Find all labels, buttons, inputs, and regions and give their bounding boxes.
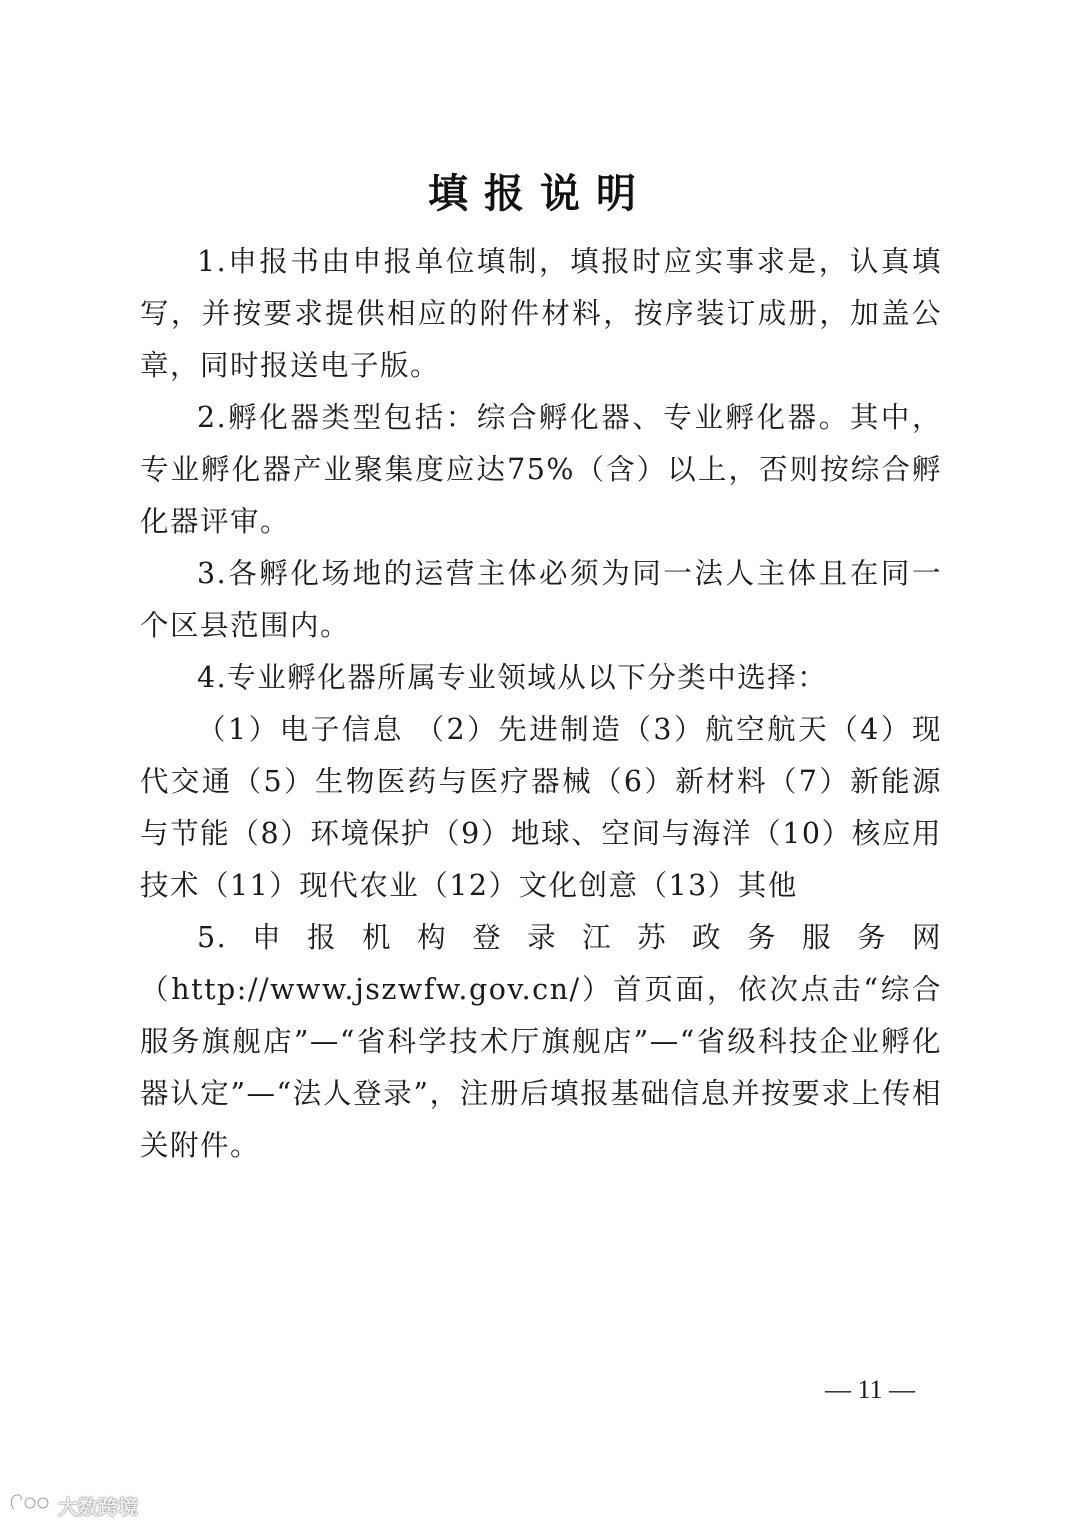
paragraph-3: 3.各孵化场地的运营主体必须为同一法人主体且在同一个区县范围内。 bbox=[140, 557, 942, 642]
page-number: — 11 — bbox=[824, 1375, 916, 1404]
brand-logo-icon bbox=[8, 1491, 54, 1520]
paragraph-1: 1.申报书由申报单位填制，填报时应实事求是，认真填写，并按要求提供相应的附件材料，按序装订成册，加盖公章，同时报送电子版。 bbox=[140, 245, 942, 382]
document-body bbox=[140, 236, 942, 1172]
paragraph-2: 2.孵化器类型包括：综合孵化器、专业孵化器。其中，专业孵化器产业聚集度应达75%（含）以上，否则按综合孵化器评审。 bbox=[140, 401, 942, 538]
paragraph-4: 4.专业孵化器所属专业领域从以下分类中选择： bbox=[197, 661, 828, 694]
page-title: 填报说明 bbox=[428, 170, 652, 217]
watermark-text: 大数跨境 bbox=[58, 1494, 138, 1519]
paragraph-4-categories: （1）电子信息 （2）先进制造（3）航空航天（4）现代交通（5）生物医药与医疗器械（6）新材料（7）新能源与节能（8）环境保护（9）地球、空间与海洋（10）核应用技术（11）现代农业（12）文化创意（13）其他 bbox=[140, 713, 942, 902]
watermark bbox=[8, 1490, 138, 1520]
paragraph-5: 5.申报机构登录江苏政务服务网（http://www.jszwfw.gov.cn/）首页面，依次点击“综合服务旗舰店”—“省科学技术厅旗舰店”—“省级科技企业孵化器认定”—“法人登录”，注册后填报基础信息并按要求上传相关附件。 bbox=[140, 921, 942, 1162]
